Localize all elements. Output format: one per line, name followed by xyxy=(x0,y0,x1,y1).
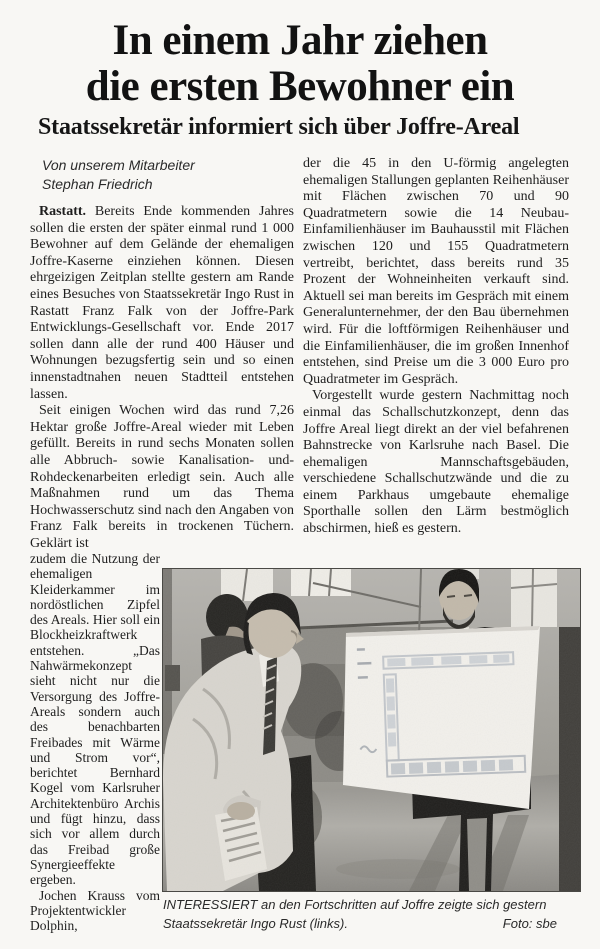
article-photo xyxy=(162,568,581,892)
paragraph-1 xyxy=(30,204,294,403)
photo-grain xyxy=(163,569,580,891)
paragraph-2: Seit einigen Wochen wird das rund 7,26 Hektar große Joffre-Areal wieder mit Leben gefüllt. Bereits in rund sechs Monaten sollen alle Abbruch- sowie Kanalisation- und- Rohdeckenarbeiten erledigt sein. Auch alle Maßnahmen rund um das Thema Hochwasserschutz sind nach den Angaben von Franz Falk bereits in trockenen Tüchern. Geklärt ist xyxy=(30,403,294,551)
caption-line1: INTERESSIERT an den Fortschritten auf Joffre zeigte sich gestern xyxy=(163,897,547,912)
paragraph-3: Jochen Krauss vom Projektentwickler Dolphin, xyxy=(30,887,160,934)
dateline-rastatt: Rastatt. xyxy=(39,204,87,219)
headline-line2: die ersten Bewohner ein xyxy=(85,63,515,110)
article-headline xyxy=(0,18,600,110)
photo-caption xyxy=(163,896,557,933)
caption-line2 xyxy=(163,915,557,934)
body-column-1-narrow xyxy=(30,551,160,947)
body-column-2 xyxy=(303,156,569,566)
caption-line2-text: Staatssekretär Ingo Rust (links). xyxy=(163,915,348,931)
byline-line1: Von unserem Mitarbeiter xyxy=(42,157,195,173)
photo-credit: Foto: sbe xyxy=(502,915,557,931)
article-subheadline: Staatssekretär informiert sich über Joffre-Areal xyxy=(38,114,520,140)
paragraph-4: der die 45 in den U-förmig angelegten ehemaligen Stallungen geplanten Reihenhäuser mit Flächen zwischen 70 und 90 Quadratmetern sowie die 14 Neubau-Einfamilienhäuser im Bauhausstil mit Flächen zwischen 120 und 155 Quadratmetern vertreibt, berichtet, dass bereits rund 35 Prozent der Wohneinheiten verkauft sind. Aktuell sei man bereits im Gespräch mit einem Generalunternehmer, der den Bau übernehmen wird. Für die loftförmigen Reihenhäuser und die Einfamilienhäuser, die im großen Innenhof entstehen, sind Preise um die 3 000 Euro pro Quadratmeter im Gespräch. xyxy=(303,156,569,387)
byline-line2: Stephan Friedrich xyxy=(42,176,153,192)
paragraph-2-continued: zudem die Nutzung der ehemaligen Kleiderkammer im nordöstlichen Zipfel des Areals. Hier soll ein Blockheizkraftwerk entstehen. „Das Nahwärmekonzept sieht nicht nur die Versorgung des Joffre-Areals sondern auch des benachbarten Freibades mit Wärme und Strom vor“, berichtet Bernhard Kogel vom Karlsruher Architektenbüro Archis und fügt hinzu, dass sich vor allem durch das Freibad große Synergieeffekte ergeben. xyxy=(30,551,160,888)
byline xyxy=(42,156,282,194)
paragraph-5: Vorgestellt wurde gestern Nachmittag noch einmal das Schallschutzkonzept, denn das Joffre Areal liegt direkt an der viel befahrenen Bahnstrecke von Karlsruhe nach Basel. Die ehemaligen Mannschaftsgebäuden, verschiedene Schallschutzwände und die zu einem Parkhaus umgebaute ehemalige Sporthalle sollen den Lärm bestmöglich abschirmen, hieß es gestern. xyxy=(303,388,569,537)
body-column-1-wide xyxy=(30,204,294,552)
photo-illustration xyxy=(163,569,580,891)
headline-line1: In einem Jahr ziehen xyxy=(112,17,488,64)
paragraph-1-text: Bereits Ende kommenden Jahres sollen die ersten der später einmal rund 1 000 Bewohner auf dem Gelände der ehemaligen Joffre-Kaserne einziehen können. Diesen ehrgeizigen Zeitplan stellte gestern am Rande eines Besuches von Staatssekretär Ingo Rust in Rastatt Franz Falk von der Joffre-Park Entwicklungs-Gesellschaft vor. Ende 2017 sollen dann alle der rund 400 Häuser und Wohnungen bezugsfertig sein und so einen innenstadtnahen neuen Stadtteil entstehen lassen. xyxy=(30,204,294,402)
